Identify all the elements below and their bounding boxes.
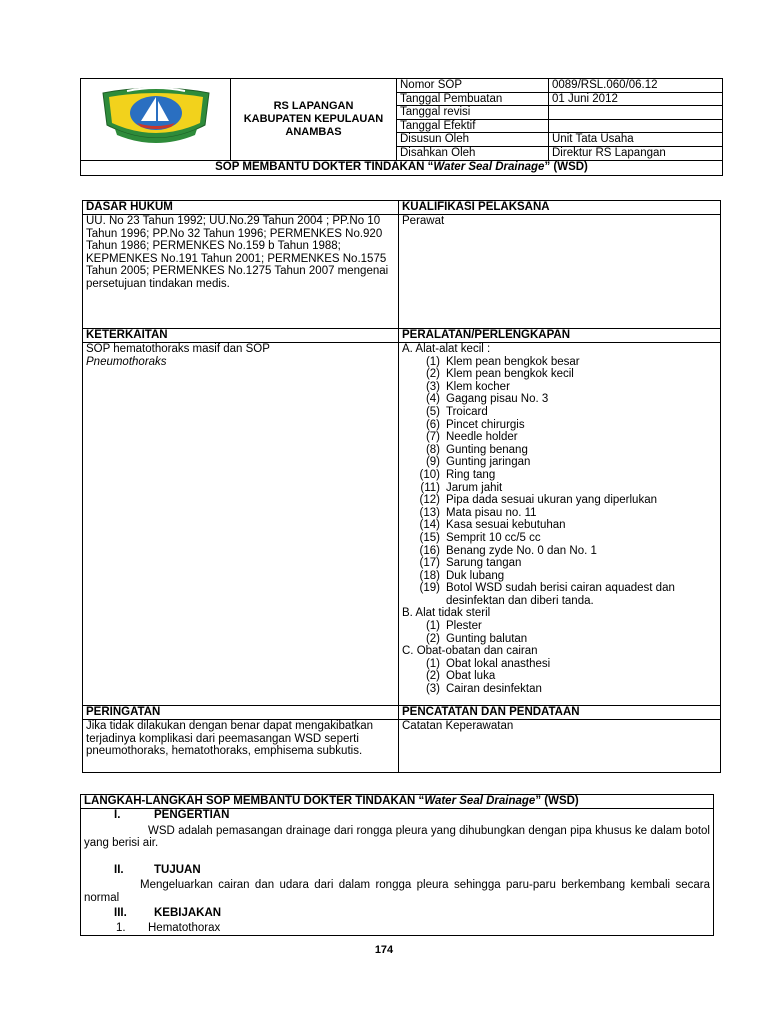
step-2-num: II. bbox=[114, 863, 124, 876]
sop-title-prefix: SOP MEMBANTU DOKTER TINDAKAN “ bbox=[215, 160, 434, 173]
steps-heading bbox=[81, 795, 714, 809]
info-label: Nomor SOP bbox=[397, 79, 549, 93]
keterkaitan-em bbox=[86, 356, 395, 369]
group-a-label: A. Alat-alat kecil : bbox=[402, 343, 491, 355]
equipment-item bbox=[402, 419, 717, 432]
equipment-item-number: (2) bbox=[425, 632, 440, 645]
kualifikasi-text: Perawat bbox=[399, 215, 721, 329]
steps-heading-suffix: ” (WSD) bbox=[535, 795, 579, 807]
equipment-item-text: Gunting benang bbox=[446, 443, 528, 456]
equipment-item bbox=[402, 494, 717, 507]
equipment-item bbox=[402, 519, 717, 532]
equipment-item-number: (13) bbox=[419, 506, 440, 519]
equipment-item-text: Pincet chirurgis bbox=[446, 418, 525, 431]
equipment-item bbox=[402, 393, 717, 406]
equipment-item bbox=[402, 406, 717, 419]
equipment-item bbox=[402, 658, 717, 671]
sop-title bbox=[81, 160, 723, 175]
equipment-item-text: Klem kocher bbox=[446, 380, 510, 393]
equipment-item-text: Needle holder bbox=[446, 431, 518, 444]
equipment-item-text: Plester bbox=[446, 620, 482, 633]
step-1-title bbox=[84, 809, 710, 822]
group-c-label: C. Obat-obatan dan cairan bbox=[402, 645, 538, 658]
equipment-item bbox=[402, 683, 717, 696]
equipment-item-number: (11) bbox=[420, 481, 440, 494]
equipment-item-number: (14) bbox=[419, 519, 440, 532]
keterkaitan-em-text: Pneumothoraks bbox=[86, 355, 167, 368]
step-3-title bbox=[84, 907, 710, 920]
equipment-item-number: (5) bbox=[425, 405, 440, 418]
logo-cell bbox=[81, 79, 231, 161]
info-value bbox=[549, 119, 723, 133]
sop-title-em: Water Seal Drainage bbox=[433, 160, 545, 173]
step-3-title-text: KEBIJAKAN bbox=[154, 906, 222, 919]
equipment-item-text: Gunting balutan bbox=[446, 632, 528, 645]
equipment-item-text: Mata pisau no. 11 bbox=[446, 506, 537, 519]
org-line-3: ANAMBAS bbox=[285, 125, 342, 138]
equipment-item-text: Sarung tangan bbox=[446, 557, 522, 570]
group-b-list bbox=[402, 620, 717, 645]
equipment-item-number: (1) bbox=[425, 355, 440, 368]
org-line-2: KABUPATEN KEPULAUAN bbox=[243, 112, 384, 125]
info-value bbox=[549, 106, 723, 120]
equipment-item-number: (16) bbox=[419, 544, 440, 557]
page-number: 174 bbox=[374, 944, 394, 956]
peringatan-text: Jika tidak dilakukan dengan benar dapat mengakibatkan terjadinya komplikasi dari peemasangan WSD seperti pneumothoraks, hematothoraks, emphisema subkutis. bbox=[83, 720, 399, 773]
equipment-item-number: (9) bbox=[425, 456, 440, 469]
info-label: Tanggal Efektif bbox=[397, 119, 549, 133]
info-label: Disusun Oleh bbox=[397, 133, 549, 147]
equipment-item bbox=[402, 570, 717, 583]
info-label: Tanggal Pembuatan bbox=[397, 92, 549, 106]
steps-table bbox=[80, 794, 714, 936]
equipment-item bbox=[402, 620, 717, 633]
sop-detail-table bbox=[82, 200, 721, 773]
step-1-num: I. bbox=[114, 809, 121, 821]
equipment-item bbox=[402, 431, 717, 444]
organization-name bbox=[231, 79, 397, 161]
group-a-list bbox=[402, 356, 717, 608]
equipment-item bbox=[402, 444, 717, 457]
equipment-item bbox=[402, 381, 717, 394]
step-1-title-text: PENGERTIAN bbox=[154, 809, 230, 821]
steps-heading-em: Water Seal Drainage bbox=[424, 795, 536, 807]
step-3-num: III. bbox=[114, 906, 127, 919]
pencatatan-heading: PENCATATAN DAN PENDATAAN bbox=[399, 706, 721, 720]
equipment-item bbox=[402, 507, 717, 520]
equipment-item-text: Obat lokal anasthesi bbox=[446, 657, 551, 670]
equipment-item bbox=[402, 482, 717, 495]
step-1-text: WSD adalah pemasangan drainage dari rongga pleura yang dihubungkan dengan pipa khusus ke dalam botol yang berisi air. bbox=[84, 824, 710, 850]
equipment-item-number: (18) bbox=[419, 569, 440, 582]
equipment-item-text: Kasa sesuai kebutuhan bbox=[446, 519, 566, 532]
equipment-item bbox=[402, 545, 717, 558]
peringatan-heading: PERINGATAN bbox=[83, 706, 399, 720]
equipment-item-number: (6) bbox=[425, 418, 440, 431]
info-value: 0089/RSL.060/06.12 bbox=[549, 79, 723, 93]
equipment-item-number: (1) bbox=[425, 620, 440, 633]
equipment-item-number: (17) bbox=[419, 557, 440, 570]
step-3-item bbox=[84, 922, 710, 935]
sop-title-suffix: ” (WSD) bbox=[544, 160, 588, 173]
equipment-item-number: (15) bbox=[419, 531, 440, 544]
steps-heading-prefix: LANGKAH-LANGKAH SOP MEMBANTU DOKTER TINDAKAN “ bbox=[84, 795, 425, 807]
steps-body bbox=[81, 809, 714, 936]
info-value: Unit Tata Usaha bbox=[549, 133, 723, 147]
equipment-item-number: (12) bbox=[419, 494, 440, 507]
equipment-item-number: (3) bbox=[425, 380, 440, 393]
step-2-text: Mengeluarkan cairan dan udara dari dalam rongga pleura sehingga paru-paru berkembang kembali secara normal bbox=[84, 879, 710, 904]
equipment-item-text: Gagang pisau No. 3 bbox=[446, 393, 549, 406]
equipment-item-text: Ring tang bbox=[446, 468, 496, 481]
equipment-item bbox=[402, 582, 717, 607]
kualifikasi-heading: KUALIFIKASI PELAKSANA bbox=[399, 201, 721, 215]
equipment-item-number: (2) bbox=[425, 670, 440, 683]
equipment-item bbox=[402, 633, 717, 646]
equipment-item-number: (10) bbox=[419, 468, 440, 481]
equipment-item-text: Obat luka bbox=[446, 670, 496, 683]
dasar-hukum-text: UU. No 23 Tahun 1992; UU.No.29 Tahun 2004 ; PP.No 10 Tahun 1996; PP.No 32 Tahun 1996; PERMENKES No.920 Tahun 1986; PERMENKES No.159 b Tahun 1988; KEPMENKES No.191 Tahun 2001; PERMENKES No.1575 Tahun 2005; PERMENKES No.1275 Tahun 2007 mengenai persetujuan tindakan medis. bbox=[83, 215, 399, 329]
equipment-item bbox=[402, 532, 717, 545]
equipment-item bbox=[402, 456, 717, 469]
equipment-item-number: (3) bbox=[425, 683, 440, 696]
dasar-hukum-heading: DASAR HUKUM bbox=[83, 201, 399, 215]
equipment-item-text: Cairan desinfektan bbox=[446, 683, 542, 696]
keterkaitan-text bbox=[83, 343, 399, 706]
step-3-item-text: Hematothorax bbox=[148, 922, 221, 935]
step-2-title-text: TUJUAN bbox=[154, 863, 201, 876]
equipment-item-text: Botol WSD sudah berisi cairan aquadest dan desinfektan dan diberi tanda. bbox=[446, 582, 675, 607]
peralatan-heading: PERALATAN/PERLENGKAPAN bbox=[399, 329, 721, 343]
equipment-item-number: (8) bbox=[425, 443, 440, 456]
group-c-list bbox=[402, 658, 717, 696]
equipment-item-number: (19) bbox=[419, 582, 440, 595]
equipment-item bbox=[402, 670, 717, 683]
equipment-item-text: Semprit 10 cc/5 cc bbox=[446, 531, 541, 544]
equipment-item-text: Pipa dada sesuai ukuran yang diperlukan bbox=[446, 494, 657, 507]
info-label: Tanggal revisi bbox=[397, 106, 549, 120]
equipment-item-number: (2) bbox=[425, 368, 440, 381]
hospital-logo-icon bbox=[97, 85, 215, 149]
step-3-item-num: 1. bbox=[116, 922, 126, 935]
equipment-item-text: Duk lubang bbox=[446, 569, 505, 582]
pencatatan-text: Catatan Keperawatan bbox=[399, 720, 721, 773]
equipment-item-number: (7) bbox=[425, 431, 440, 444]
org-line-1: RS LAPANGAN bbox=[273, 99, 354, 112]
equipment-item bbox=[402, 557, 717, 570]
group-b-label: B. Alat tidak steril bbox=[402, 607, 491, 620]
equipment-item-number: (1) bbox=[425, 657, 440, 670]
equipment-item-text: Klem pean bengkok kecil bbox=[446, 368, 574, 381]
equipment-item-text: Troicard bbox=[446, 405, 488, 418]
equipment-item bbox=[402, 356, 717, 369]
equipment-item bbox=[402, 368, 717, 381]
info-value: 01 Juni 2012 bbox=[549, 92, 723, 106]
keterkaitan-line: SOP hematothoraks masif dan SOP bbox=[86, 343, 270, 355]
equipment-item-text: Klem pean bengkok besar bbox=[446, 355, 580, 368]
info-value: Direktur RS Lapangan bbox=[549, 146, 723, 160]
equipment-item-number: (4) bbox=[425, 393, 440, 406]
equipment-item-text: Gunting jaringan bbox=[446, 456, 531, 469]
keterkaitan-heading: KETERKAITAN bbox=[83, 329, 399, 343]
info-label: Disahkan Oleh bbox=[397, 146, 549, 160]
peralatan-content bbox=[399, 343, 721, 706]
sop-header-table bbox=[80, 78, 723, 176]
step-2-title bbox=[84, 864, 710, 877]
equipment-item-text: Jarum jahit bbox=[446, 481, 503, 494]
equipment-item-text: Benang zyde No. 0 dan No. 1 bbox=[446, 544, 597, 557]
equipment-item bbox=[402, 469, 717, 482]
